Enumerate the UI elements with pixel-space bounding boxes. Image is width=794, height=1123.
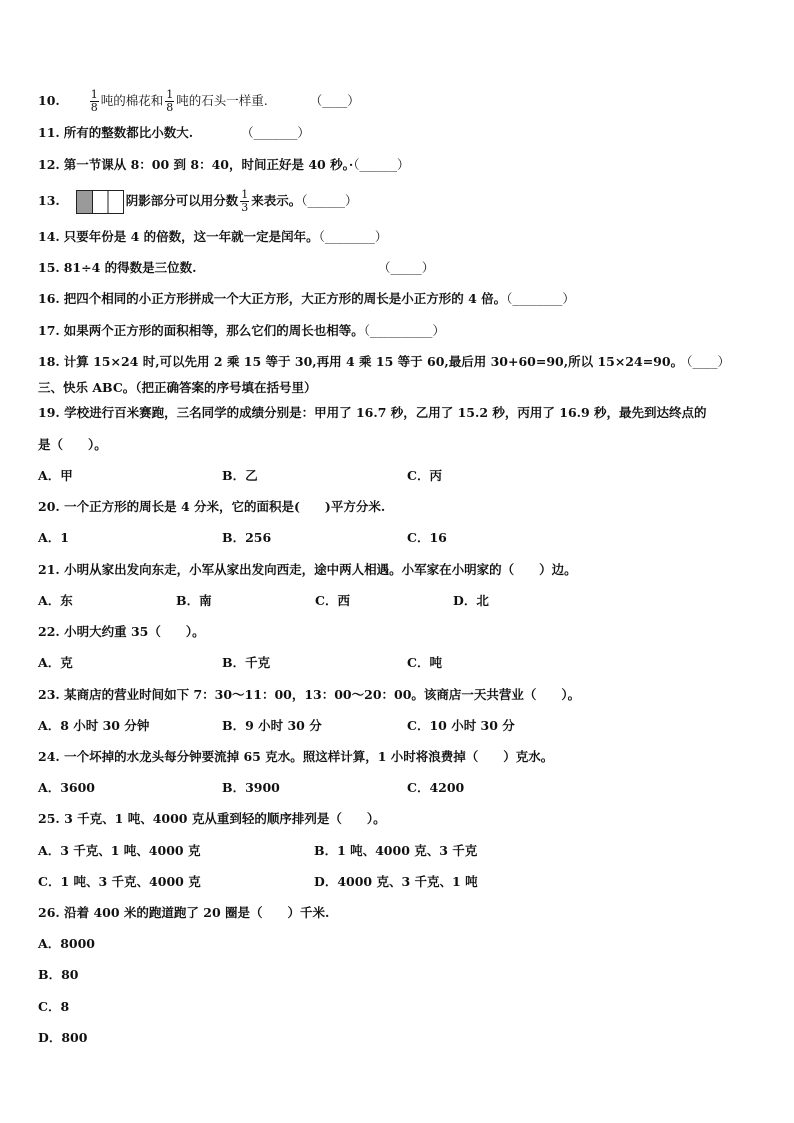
question-number: 22. bbox=[38, 624, 60, 639]
option-b[interactable]: B．乙 bbox=[222, 468, 258, 483]
question-17 bbox=[38, 323, 445, 339]
fraction: $\frac{1}{8}$ bbox=[90, 88, 98, 114]
question-text: 小明大约重 35（ ）。 bbox=[64, 624, 205, 639]
option-a[interactable]: A．3 千克、1 吨、4000 克 bbox=[38, 843, 201, 858]
question-18 bbox=[38, 354, 683, 370]
question-23 bbox=[38, 687, 580, 703]
question-24 bbox=[38, 749, 553, 765]
question-number: 25. bbox=[38, 811, 60, 826]
option-c[interactable]: C．西 bbox=[315, 593, 350, 608]
question-text: 吨的棉花和 bbox=[100, 93, 164, 108]
answer-blank[interactable]: （______） bbox=[301, 193, 358, 208]
option-a[interactable]: A．克 bbox=[38, 655, 73, 670]
option-b[interactable]: B．南 bbox=[176, 593, 212, 608]
option-c[interactable]: C．8 bbox=[38, 999, 70, 1014]
question-text: 所有的整数都比小数大. bbox=[63, 125, 194, 140]
question-21 bbox=[38, 562, 577, 578]
option-d[interactable]: D．800 bbox=[38, 1030, 88, 1045]
question-text: 计算 15×24 时,可以先用 2 乘 15 等于 30,再用 4 乘 15 等于 60,最后用 30+60=90,所以 15×24=90。 bbox=[63, 354, 684, 369]
question-text: 81÷4 的得数是三位数. bbox=[63, 260, 197, 275]
option-c[interactable]: C．1 吨、3 千克、4000 克 bbox=[38, 874, 201, 889]
option-b[interactable]: B．1 吨、4000 克、3 千克 bbox=[314, 843, 478, 858]
question-26 bbox=[38, 905, 329, 921]
option-a[interactable]: A．东 bbox=[38, 593, 73, 608]
answer-blank[interactable]: （______） bbox=[353, 157, 410, 172]
question-text: 如果两个正方形的面积相等，那么它们的周长也相等。 bbox=[63, 323, 364, 338]
question-number: 10. bbox=[38, 93, 60, 108]
question-text: 小明从家出发向东走，小军从家出发向西走，途中两人相遇。小军家在小明家的（ ）边。 bbox=[64, 562, 577, 577]
question-text: 沿着 400 米的跑道跑了 20 圈是（ ）千米. bbox=[64, 905, 330, 920]
question-text: 一个坏掉的水龙头每分钟要流掉 65 克水。照这样计算，1 小时将浪费掉（ ）克水。 bbox=[64, 749, 554, 764]
question-20 bbox=[38, 499, 385, 515]
option-a[interactable]: A．3600 bbox=[38, 780, 95, 795]
question-number: 16. bbox=[38, 291, 60, 306]
answer-blank[interactable]: （____） bbox=[309, 93, 360, 108]
question-16 bbox=[38, 291, 575, 307]
question-text: 只要年份是 4 的倍数，这一年就一定是闰年。 bbox=[63, 229, 319, 244]
question-text: 3 千克、1 吨、4000 克从重到轻的顺序排列是（ ）。 bbox=[64, 811, 386, 826]
answer-blank[interactable]: （________） bbox=[506, 291, 575, 306]
question-number: 15. bbox=[38, 260, 60, 275]
question-text: 来表示。 bbox=[251, 193, 302, 208]
option-c[interactable]: C．丙 bbox=[407, 468, 442, 483]
option-b[interactable]: B．3900 bbox=[222, 780, 280, 795]
option-c[interactable]: C．4200 bbox=[407, 780, 465, 795]
question-number: 13. bbox=[38, 193, 60, 208]
question-number: 24. bbox=[38, 749, 60, 764]
option-b[interactable]: B．9 小时 30 分 bbox=[222, 718, 322, 733]
question-text: 阴影部分可以用分数 bbox=[125, 193, 239, 208]
question-number: 18. bbox=[38, 354, 60, 369]
shaded-bar-figure bbox=[76, 190, 124, 214]
question-text: 某商店的营业时间如下 7：30～11：00，13：00～20：00。该商店一天共营业（ ）。 bbox=[64, 687, 581, 702]
option-a[interactable]: A．甲 bbox=[38, 468, 73, 483]
question-number: 12. bbox=[38, 157, 60, 172]
question-number: 26. bbox=[38, 905, 60, 920]
question-number: 14. bbox=[38, 229, 60, 244]
option-d[interactable]: D．北 bbox=[453, 593, 489, 608]
fraction: $\frac{1}{8}$ bbox=[166, 88, 174, 114]
question-13 bbox=[38, 187, 358, 215]
option-c[interactable]: C．吨 bbox=[407, 655, 442, 670]
answer-blank[interactable]: （_____） bbox=[378, 260, 435, 275]
answer-blank[interactable]: （____） bbox=[680, 354, 731, 369]
option-b[interactable]: B．千克 bbox=[222, 655, 271, 670]
question-number: 11. bbox=[38, 125, 60, 140]
question-10 bbox=[38, 89, 360, 114]
question-number: 20. bbox=[38, 499, 60, 514]
question-12 bbox=[38, 157, 409, 173]
question-15 bbox=[38, 260, 197, 276]
option-a[interactable]: A．8 小时 30 分钟 bbox=[38, 718, 150, 733]
option-a[interactable]: A．8000 bbox=[38, 936, 95, 951]
question-text: 一个正方形的周长是 4 分米，它的面积是( )平方分米. bbox=[64, 499, 386, 514]
question-number: 21. bbox=[38, 562, 60, 577]
question-14 bbox=[38, 229, 387, 245]
option-b[interactable]: B．256 bbox=[222, 530, 272, 545]
answer-blank[interactable]: （_______） bbox=[241, 125, 310, 140]
option-d[interactable]: D．4000 克、3 千克、1 吨 bbox=[314, 874, 478, 889]
question-22 bbox=[38, 624, 205, 640]
question-text: 第一节课从 8：00 到 8：40，时间正好是 40 秒。· bbox=[63, 157, 354, 172]
question-19 bbox=[38, 405, 707, 421]
section-heading: 三、快乐 ABC。（把正确答案的序号填在括号里） bbox=[38, 380, 317, 395]
question-25 bbox=[38, 811, 386, 827]
option-c[interactable]: C．10 小时 30 分 bbox=[407, 718, 515, 733]
option-b[interactable]: B．80 bbox=[38, 967, 79, 982]
fraction: $\frac{1}{3}$ bbox=[241, 188, 249, 214]
question-number: 23. bbox=[38, 687, 60, 702]
question-text: 把四个相同的小正方形拼成一个大正方形，大正方形的周长是小正方形的 4 倍。 bbox=[63, 291, 507, 306]
question-text: 学校进行百米赛跑，三名同学的成绩分别是：甲用了 16.7 秒，乙用了 15.2 秒，丙用了 16.9 秒，最先到达终点的 bbox=[64, 405, 707, 420]
answer-blank[interactable]: （________） bbox=[318, 229, 388, 244]
option-a[interactable]: A．1 bbox=[38, 530, 69, 545]
answer-blank[interactable]: （__________） bbox=[363, 323, 446, 338]
question-text-continued: 是（ ）。 bbox=[38, 437, 107, 452]
question-number: 17. bbox=[38, 323, 60, 338]
question-11 bbox=[38, 125, 310, 141]
option-c[interactable]: C．16 bbox=[407, 530, 447, 545]
question-text: 吨的石头一样重. bbox=[176, 93, 268, 108]
question-number: 19. bbox=[38, 405, 60, 420]
